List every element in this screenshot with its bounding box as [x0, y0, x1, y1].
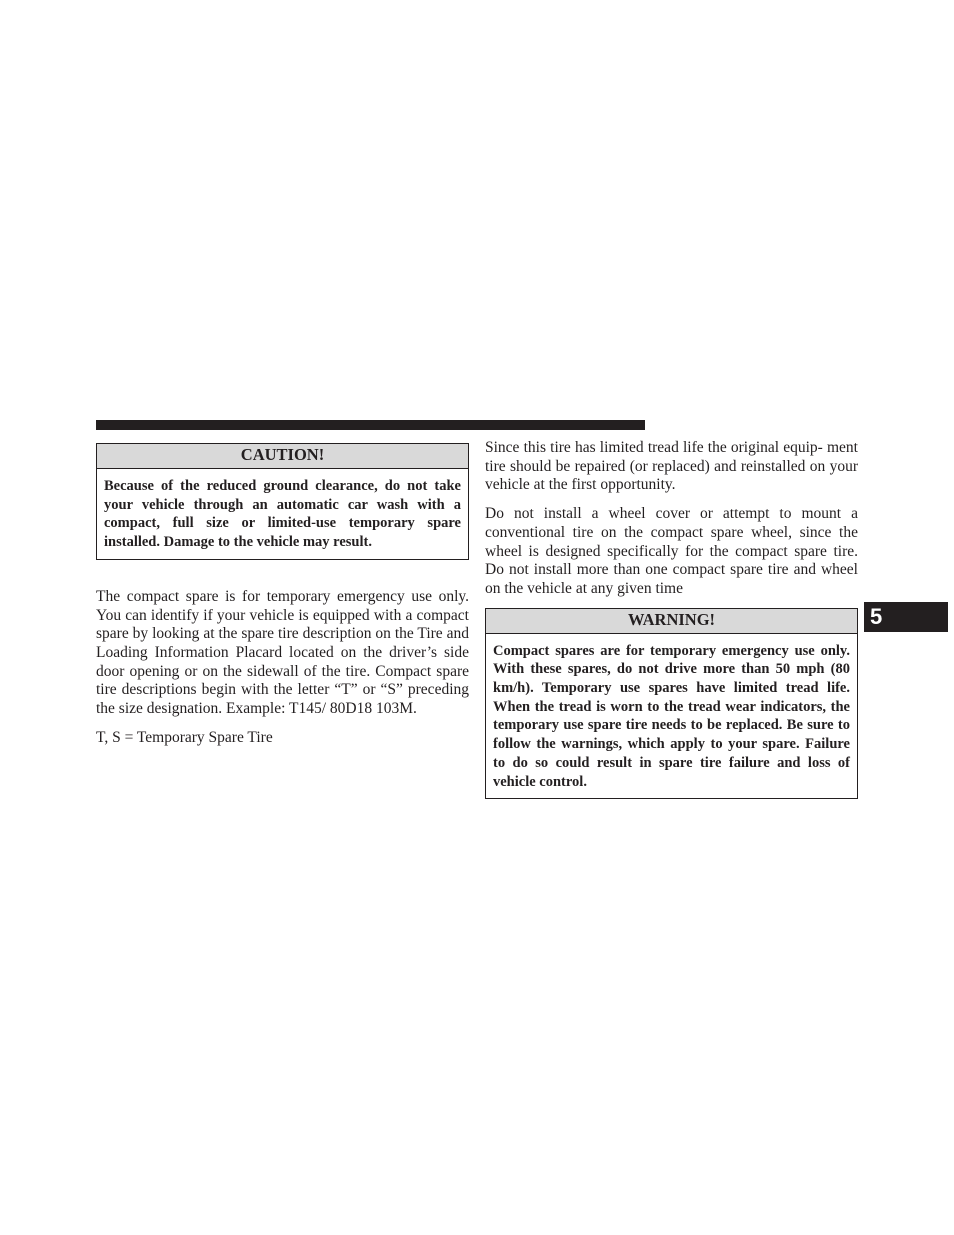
warning-box [485, 608, 858, 800]
section-top-rule [96, 420, 645, 430]
left-column [96, 443, 469, 747]
right-column [485, 439, 858, 799]
warning-text: Compact spares are for temporary emergency use only. With these spares, do not drive more than 50 mph (80 km/h). Temporary use spares have limited tread life. When the tread is worn to the tread wear indicators, the temporary use spare tire needs to be replaced. Be sure to follow the warnings, which apply to your spare. Failure to do so could result in spare tire failure and loss of vehicle control. [493, 642, 850, 790]
chapter-tab: 5 [864, 602, 948, 632]
warning-title: WARNING! [486, 609, 857, 634]
caution-box [96, 443, 469, 560]
compact-spare-paragraph: The compact spare is for temporary emergency use only. You can identify if your vehicle is equipped with a compact spare by looking at the spare tire description on the Tire and Loading Information Placard located on the driver’s side door opening or on the sidewall of the tire. Compact spare tire descriptions begin with the letter “T” or “S” preceding the size designation. Example: T145/ 80D18 103M. [96, 587, 469, 718]
wheel-cover-paragraph: Do not install a wheel cover or attempt to mount a conventional tire on the compact spare wheel, since the wheel is designed specifically for the compact spare tire. Do not install more than one compact spare tire and wheel on the vehicle at any given time [485, 505, 858, 597]
caution-title: CAUTION! [97, 444, 468, 469]
caution-text: Because of the reduced ground clearance, do not take your vehicle through an automatic car wash with a compact, full size or limited-use temporary spare installed. Damage to the vehicle may result. [104, 478, 461, 551]
temporary-spare-definition: T, S = Temporary Spare Tire [96, 728, 273, 746]
tread-life-paragraph: Since this tire has limited tread life the original equip- ment tire should be repaired (or replaced) and reinstalled on your vehicle at the first opportunity. [485, 439, 858, 494]
